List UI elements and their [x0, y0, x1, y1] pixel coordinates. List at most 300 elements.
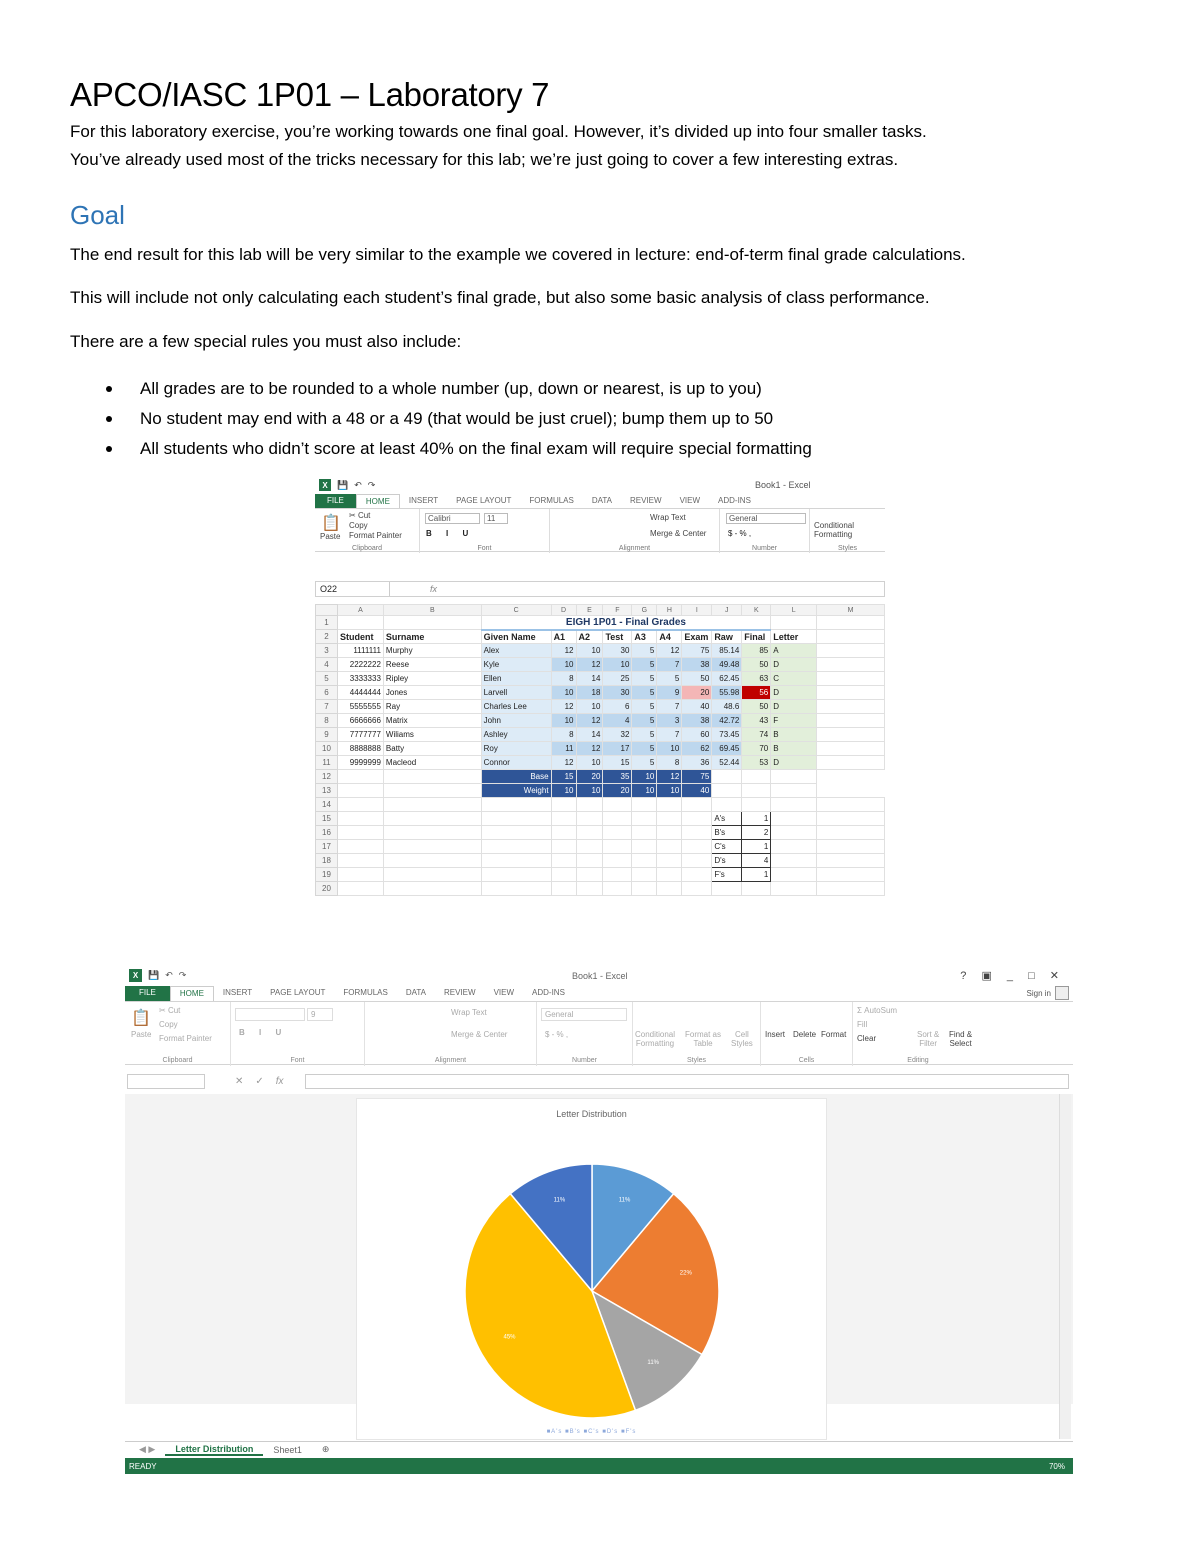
weight-cell[interactable]: 40	[682, 784, 712, 798]
column-header[interactable]: M	[817, 605, 885, 616]
column-title[interactable]: Test	[603, 630, 632, 644]
cell[interactable]	[657, 840, 682, 854]
table-cell[interactable]: 85.14	[712, 644, 742, 658]
table-cell[interactable]: 10	[603, 658, 632, 672]
table-cell[interactable]: F	[771, 714, 817, 728]
tab-review[interactable]: REVIEW	[630, 496, 662, 505]
table-cell[interactable]: 1111111	[337, 644, 383, 658]
table-cell[interactable]: 5	[632, 728, 657, 742]
count-label[interactable]: B's	[712, 826, 742, 840]
table-cell[interactable]: 10	[551, 714, 576, 728]
name-box[interactable]: O22	[316, 582, 390, 596]
table-cell[interactable]: 20	[682, 686, 712, 700]
row-header[interactable]: 5	[316, 672, 338, 686]
column-title[interactable]: Final	[742, 630, 771, 644]
column-header[interactable]: J	[712, 605, 742, 616]
cell[interactable]	[603, 826, 632, 840]
row-header[interactable]: 12	[316, 770, 338, 784]
cell[interactable]	[771, 868, 817, 882]
row-header[interactable]: 14	[316, 798, 338, 812]
weight-label[interactable]: Weight	[481, 784, 551, 798]
cell[interactable]	[817, 826, 885, 840]
cell[interactable]	[337, 826, 383, 840]
row-header[interactable]: 8	[316, 714, 338, 728]
paste-button[interactable]: Paste	[131, 1030, 152, 1039]
row-header[interactable]: 19	[316, 868, 338, 882]
cell[interactable]	[576, 826, 603, 840]
vertical-scrollbar[interactable]	[1059, 1094, 1071, 1439]
tab-add-ins[interactable]: ADD-INS	[718, 496, 751, 505]
cell[interactable]	[817, 756, 885, 770]
count-value[interactable]: 2	[742, 826, 771, 840]
weight-cell[interactable]: 10	[657, 784, 682, 798]
table-cell[interactable]: D	[771, 686, 817, 700]
paste-icon[interactable]: 📋	[131, 1010, 151, 1027]
cell[interactable]	[337, 812, 383, 826]
table-cell[interactable]: 50	[682, 672, 712, 686]
cell[interactable]	[551, 868, 576, 882]
table-cell[interactable]: 42.72	[712, 714, 742, 728]
cell[interactable]	[576, 868, 603, 882]
table-cell[interactable]: 62	[682, 742, 712, 756]
redo-icon[interactable]: ↷	[367, 479, 376, 490]
weight-cell[interactable]: 10	[551, 784, 576, 798]
cell[interactable]	[551, 812, 576, 826]
number-format-select[interactable]: General	[541, 1008, 627, 1021]
table-cell[interactable]: 30	[603, 644, 632, 658]
cell[interactable]	[576, 798, 603, 812]
column-header[interactable]: D	[551, 605, 576, 616]
tab-home[interactable]: HOME	[356, 494, 400, 508]
base-cell[interactable]: 10	[632, 770, 657, 784]
column-title[interactable]: Given Name	[481, 630, 551, 644]
cell[interactable]	[771, 798, 817, 812]
column-title[interactable]: Letter	[771, 630, 817, 644]
table-cell[interactable]: 38	[682, 714, 712, 728]
conditional-formatting-button[interactable]: Conditional Formatting	[635, 1030, 676, 1048]
cell[interactable]	[817, 700, 885, 714]
cell[interactable]	[712, 798, 742, 812]
table-cell[interactable]: 5	[632, 742, 657, 756]
table-cell[interactable]: Wiliams	[383, 728, 481, 742]
column-header[interactable]: I	[682, 605, 712, 616]
cell[interactable]	[682, 854, 712, 868]
column-title[interactable]: Exam	[682, 630, 712, 644]
fill-button[interactable]: Fill	[857, 1020, 868, 1029]
tab-home[interactable]: HOME	[170, 986, 214, 1001]
cell[interactable]	[383, 854, 481, 868]
cell[interactable]	[481, 840, 551, 854]
table-cell[interactable]: B	[771, 728, 817, 742]
table-cell[interactable]: 7777777	[337, 728, 383, 742]
table-cell[interactable]: 17	[603, 742, 632, 756]
sheet-tab-letter-distribution[interactable]: Letter Distribution	[165, 1444, 263, 1456]
column-header[interactable]: C	[481, 605, 551, 616]
table-cell[interactable]: Ray	[383, 700, 481, 714]
table-cell[interactable]: 8	[551, 672, 576, 686]
cell[interactable]	[551, 854, 576, 868]
save-icon[interactable]: 💾	[148, 970, 160, 980]
pie-chart[interactable]	[357, 1099, 828, 1429]
table-cell[interactable]: Charles Lee	[481, 700, 551, 714]
find-select-button[interactable]: Find & Select	[949, 1030, 973, 1048]
count-label[interactable]: F's	[712, 868, 742, 882]
cell[interactable]	[576, 840, 603, 854]
cell[interactable]	[383, 882, 481, 896]
table-cell[interactable]: 48.6	[712, 700, 742, 714]
table-cell[interactable]: 8	[657, 756, 682, 770]
row-header[interactable]: 9	[316, 728, 338, 742]
undo-icon[interactable]: ↶	[165, 970, 173, 980]
table-cell[interactable]: 7	[657, 728, 682, 742]
cell[interactable]	[771, 840, 817, 854]
bold-italic-underline-icon[interactable]: B I U	[426, 529, 475, 538]
table-cell[interactable]: 10	[576, 644, 603, 658]
table-cell[interactable]: 9999999	[337, 756, 383, 770]
column-header[interactable]: F	[603, 605, 632, 616]
cell[interactable]	[632, 826, 657, 840]
table-cell[interactable]: D	[771, 658, 817, 672]
cell[interactable]	[817, 714, 885, 728]
add-sheet-icon[interactable]: ⊕	[321, 1444, 330, 1454]
column-header[interactable]: L	[771, 605, 817, 616]
sheet-tab-sheet1[interactable]: Sheet1	[273, 1444, 302, 1455]
table-cell[interactable]: 5	[632, 756, 657, 770]
fx-icon[interactable]: fx	[275, 1075, 284, 1087]
format-painter-button[interactable]: Format Painter	[159, 1034, 212, 1043]
base-cell[interactable]: 20	[576, 770, 603, 784]
tab-formulas[interactable]: FORMULAS	[343, 988, 388, 997]
table-cell[interactable]: 15	[603, 756, 632, 770]
table-cell[interactable]: 12	[657, 644, 682, 658]
row-header[interactable]: 7	[316, 700, 338, 714]
row-header[interactable]: 18	[316, 854, 338, 868]
fx-icon[interactable]: fx	[430, 584, 438, 594]
cell[interactable]	[337, 616, 383, 630]
column-header[interactable]: G	[632, 605, 657, 616]
cell[interactable]	[682, 826, 712, 840]
merge-center-button[interactable]: Merge & Center	[451, 1030, 508, 1039]
column-title[interactable]: A1	[551, 630, 576, 644]
cell[interactable]	[337, 882, 383, 896]
table-cell[interactable]: 75	[682, 644, 712, 658]
cell[interactable]	[817, 742, 885, 756]
table-cell[interactable]: 6666666	[337, 714, 383, 728]
cell[interactable]	[481, 798, 551, 812]
table-cell[interactable]: A	[771, 644, 817, 658]
table-cell[interactable]: Ellen	[481, 672, 551, 686]
cell[interactable]	[712, 770, 742, 784]
table-cell[interactable]: 85	[742, 644, 771, 658]
table-cell[interactable]: 2222222	[337, 658, 383, 672]
cell[interactable]	[337, 798, 383, 812]
currency-percent-icon[interactable]: $ - % ,	[728, 529, 752, 538]
cell[interactable]	[712, 882, 742, 896]
select-all-corner[interactable]	[316, 605, 338, 616]
tab-data[interactable]: DATA	[405, 988, 426, 997]
table-cell[interactable]: 11	[551, 742, 576, 756]
tab-view[interactable]: VIEW	[493, 988, 515, 997]
table-cell[interactable]: Alex	[481, 644, 551, 658]
table-cell[interactable]: 53	[742, 756, 771, 770]
tab-add-ins[interactable]: ADD-INS	[532, 988, 565, 997]
zoom-level[interactable]: 70%	[1048, 1461, 1065, 1471]
cell[interactable]	[771, 882, 817, 896]
table-cell[interactable]: Reese	[383, 658, 481, 672]
table-cell[interactable]: 3	[657, 714, 682, 728]
tab-view[interactable]: VIEW	[679, 496, 701, 505]
table-cell[interactable]: 62.45	[712, 672, 742, 686]
cell[interactable]	[383, 616, 481, 630]
table-cell[interactable]: 6	[603, 700, 632, 714]
table-cell[interactable]: 12	[551, 700, 576, 714]
table-cell[interactable]: 9	[657, 686, 682, 700]
cell[interactable]	[551, 840, 576, 854]
table-cell[interactable]: C	[771, 672, 817, 686]
row-header[interactable]: 16	[316, 826, 338, 840]
table-cell[interactable]: 70	[742, 742, 771, 756]
cell[interactable]	[632, 840, 657, 854]
tab-file[interactable]: FILE	[125, 986, 170, 1001]
table-cell[interactable]: 14	[576, 672, 603, 686]
row-header[interactable]: 1	[316, 616, 338, 630]
table-cell[interactable]: Ashley	[481, 728, 551, 742]
wrap-text-button[interactable]: Wrap Text	[451, 1008, 487, 1017]
table-cell[interactable]: 74	[742, 728, 771, 742]
column-title[interactable]: Raw	[712, 630, 742, 644]
cell[interactable]	[551, 798, 576, 812]
format-painter-button[interactable]: Format Painter	[349, 531, 402, 540]
cell[interactable]	[817, 854, 885, 868]
table-cell[interactable]: 32	[603, 728, 632, 742]
cell[interactable]	[817, 812, 885, 826]
cell[interactable]	[817, 868, 885, 882]
cell[interactable]	[771, 854, 817, 868]
cell[interactable]	[817, 630, 885, 644]
cell[interactable]	[817, 798, 885, 812]
cell[interactable]	[383, 770, 481, 784]
conditional-formatting-button[interactable]: Conditional Formatting	[814, 521, 855, 539]
cell[interactable]	[771, 770, 817, 784]
table-cell[interactable]: 10	[551, 658, 576, 672]
cell[interactable]	[742, 798, 771, 812]
cell[interactable]	[742, 784, 771, 798]
cell[interactable]	[383, 868, 481, 882]
column-header[interactable]: K	[742, 605, 771, 616]
cell[interactable]	[771, 826, 817, 840]
table-cell[interactable]: 55.98	[712, 686, 742, 700]
table-cell[interactable]: 50	[742, 658, 771, 672]
row-header[interactable]: 2	[316, 630, 338, 644]
column-header[interactable]: A	[337, 605, 383, 616]
count-value[interactable]: 1	[742, 868, 771, 882]
cell[interactable]	[337, 840, 383, 854]
cell[interactable]	[712, 784, 742, 798]
cell[interactable]	[383, 784, 481, 798]
cell[interactable]	[576, 882, 603, 896]
base-cell[interactable]: 35	[603, 770, 632, 784]
base-cell[interactable]: 12	[657, 770, 682, 784]
table-cell[interactable]: 50	[742, 700, 771, 714]
cell[interactable]	[817, 840, 885, 854]
cell[interactable]	[771, 784, 817, 798]
cell[interactable]	[551, 882, 576, 896]
currency-percent-icon[interactable]: $ - % ,	[545, 1030, 569, 1039]
font-name-select[interactable]	[235, 1008, 305, 1021]
paste-icon[interactable]: 📋	[321, 515, 341, 532]
cell[interactable]	[682, 840, 712, 854]
number-format-select[interactable]: General	[726, 513, 806, 524]
row-header[interactable]: 13	[316, 784, 338, 798]
cell[interactable]	[337, 784, 383, 798]
table-cell[interactable]: 14	[576, 728, 603, 742]
cell[interactable]	[657, 812, 682, 826]
table-cell[interactable]: 5555555	[337, 700, 383, 714]
table-cell[interactable]: 63	[742, 672, 771, 686]
cell[interactable]	[481, 854, 551, 868]
cell[interactable]	[771, 812, 817, 826]
cell[interactable]	[742, 882, 771, 896]
cell[interactable]	[481, 868, 551, 882]
cell[interactable]	[603, 854, 632, 868]
table-cell[interactable]: 38	[682, 658, 712, 672]
count-label[interactable]: A's	[712, 812, 742, 826]
table-cell[interactable]: 5	[632, 714, 657, 728]
table-cell[interactable]: 36	[682, 756, 712, 770]
chart-page[interactable]	[356, 1098, 827, 1440]
table-cell[interactable]: Connor	[481, 756, 551, 770]
sheet-nav-arrows-icon[interactable]: ◀ ▶	[139, 1444, 156, 1454]
cell[interactable]	[481, 826, 551, 840]
copy-button[interactable]: Copy	[159, 1020, 178, 1029]
cell[interactable]	[817, 882, 885, 896]
wrap-text-button[interactable]: Wrap Text	[650, 513, 686, 522]
tab-page-layout[interactable]: PAGE LAYOUT	[270, 988, 326, 997]
table-cell[interactable]: 3333333	[337, 672, 383, 686]
sort-filter-button[interactable]: Sort & Filter	[917, 1030, 940, 1048]
table-cell[interactable]: John	[481, 714, 551, 728]
row-header[interactable]: 10	[316, 742, 338, 756]
table-cell[interactable]: 5	[632, 658, 657, 672]
cell[interactable]	[657, 826, 682, 840]
font-size-select[interactable]: 9	[307, 1008, 333, 1021]
table-cell[interactable]: 5	[632, 644, 657, 658]
format-button[interactable]: Format	[821, 1030, 847, 1039]
column-title[interactable]: Student	[337, 630, 383, 644]
cell[interactable]	[657, 868, 682, 882]
redo-icon[interactable]: ↷	[178, 970, 187, 980]
table-cell[interactable]: 10	[576, 700, 603, 714]
cell[interactable]	[337, 854, 383, 868]
cell[interactable]	[383, 826, 481, 840]
tab-insert[interactable]: INSERT	[408, 496, 439, 505]
table-cell[interactable]: 49.48	[712, 658, 742, 672]
cell[interactable]	[551, 826, 576, 840]
cell[interactable]	[632, 812, 657, 826]
cell[interactable]	[603, 840, 632, 854]
cell[interactable]	[603, 882, 632, 896]
table-cell[interactable]: 52.44	[712, 756, 742, 770]
column-title[interactable]: A2	[576, 630, 603, 644]
table-cell[interactable]: D	[771, 756, 817, 770]
table-cell[interactable]: 4444444	[337, 686, 383, 700]
cell[interactable]	[603, 812, 632, 826]
table-cell[interactable]: 5	[632, 686, 657, 700]
base-cell[interactable]: 75	[682, 770, 712, 784]
font-size-select[interactable]: 11	[484, 513, 508, 524]
table-cell[interactable]: 12	[551, 756, 576, 770]
paste-button[interactable]: Paste	[320, 532, 341, 541]
delete-button[interactable]: Delete	[793, 1030, 817, 1039]
base-cell[interactable]: 15	[551, 770, 576, 784]
cell[interactable]	[576, 812, 603, 826]
table-cell[interactable]: 5	[657, 672, 682, 686]
formula-input[interactable]	[305, 1074, 1069, 1089]
table-cell[interactable]: 12	[576, 658, 603, 672]
base-label[interactable]: Base	[481, 770, 551, 784]
cell[interactable]	[632, 882, 657, 896]
table-cell[interactable]: 18	[576, 686, 603, 700]
row-header[interactable]: 4	[316, 658, 338, 672]
table-cell[interactable]: D	[771, 700, 817, 714]
cell[interactable]	[742, 770, 771, 784]
cell[interactable]	[817, 644, 885, 658]
row-header[interactable]: 20	[316, 882, 338, 896]
insert-button[interactable]: Insert	[765, 1030, 786, 1039]
column-header[interactable]: E	[576, 605, 603, 616]
tab-review[interactable]: REVIEW	[444, 988, 476, 997]
table-cell[interactable]: 7	[657, 658, 682, 672]
sign-in-link[interactable]	[1027, 986, 1069, 1000]
table-cell[interactable]: B	[771, 742, 817, 756]
cell[interactable]	[337, 770, 383, 784]
cell[interactable]	[817, 616, 885, 630]
table-cell[interactable]: Macleod	[383, 756, 481, 770]
count-value[interactable]: 4	[742, 854, 771, 868]
cell[interactable]	[682, 798, 712, 812]
cell[interactable]	[771, 616, 817, 630]
table-cell[interactable]: Roy	[481, 742, 551, 756]
cell[interactable]	[657, 854, 682, 868]
table-cell[interactable]: 30	[603, 686, 632, 700]
font-name-select[interactable]: Calibri	[425, 513, 480, 524]
table-cell[interactable]: 5	[632, 700, 657, 714]
table-cell[interactable]: Murphy	[383, 644, 481, 658]
cell[interactable]	[632, 798, 657, 812]
table-cell[interactable]: 7	[657, 700, 682, 714]
column-title[interactable]: Surname	[383, 630, 481, 644]
cell-styles-button[interactable]: Cell Styles	[731, 1030, 753, 1048]
autosum-button[interactable]: Σ AutoSum	[857, 1006, 898, 1015]
table-cell[interactable]: 10	[657, 742, 682, 756]
copy-button[interactable]: Copy	[349, 521, 368, 530]
table-cell[interactable]: Larvell	[481, 686, 551, 700]
cell[interactable]	[682, 882, 712, 896]
window-controls[interactable]: ? ▣ _ □ ✕	[960, 970, 1065, 982]
tab-page-layout[interactable]: PAGE LAYOUT	[456, 496, 512, 505]
table-cell[interactable]: 69.45	[712, 742, 742, 756]
cell[interactable]	[817, 672, 885, 686]
cell[interactable]	[383, 812, 481, 826]
table-cell[interactable]: 43	[742, 714, 771, 728]
count-value[interactable]: 1	[742, 840, 771, 854]
merge-center-button[interactable]: Merge & Center	[650, 529, 707, 538]
row-header[interactable]: 6	[316, 686, 338, 700]
cell[interactable]	[383, 798, 481, 812]
table-cell[interactable]: 12	[576, 714, 603, 728]
table-cell[interactable]: 25	[603, 672, 632, 686]
cell[interactable]	[632, 868, 657, 882]
